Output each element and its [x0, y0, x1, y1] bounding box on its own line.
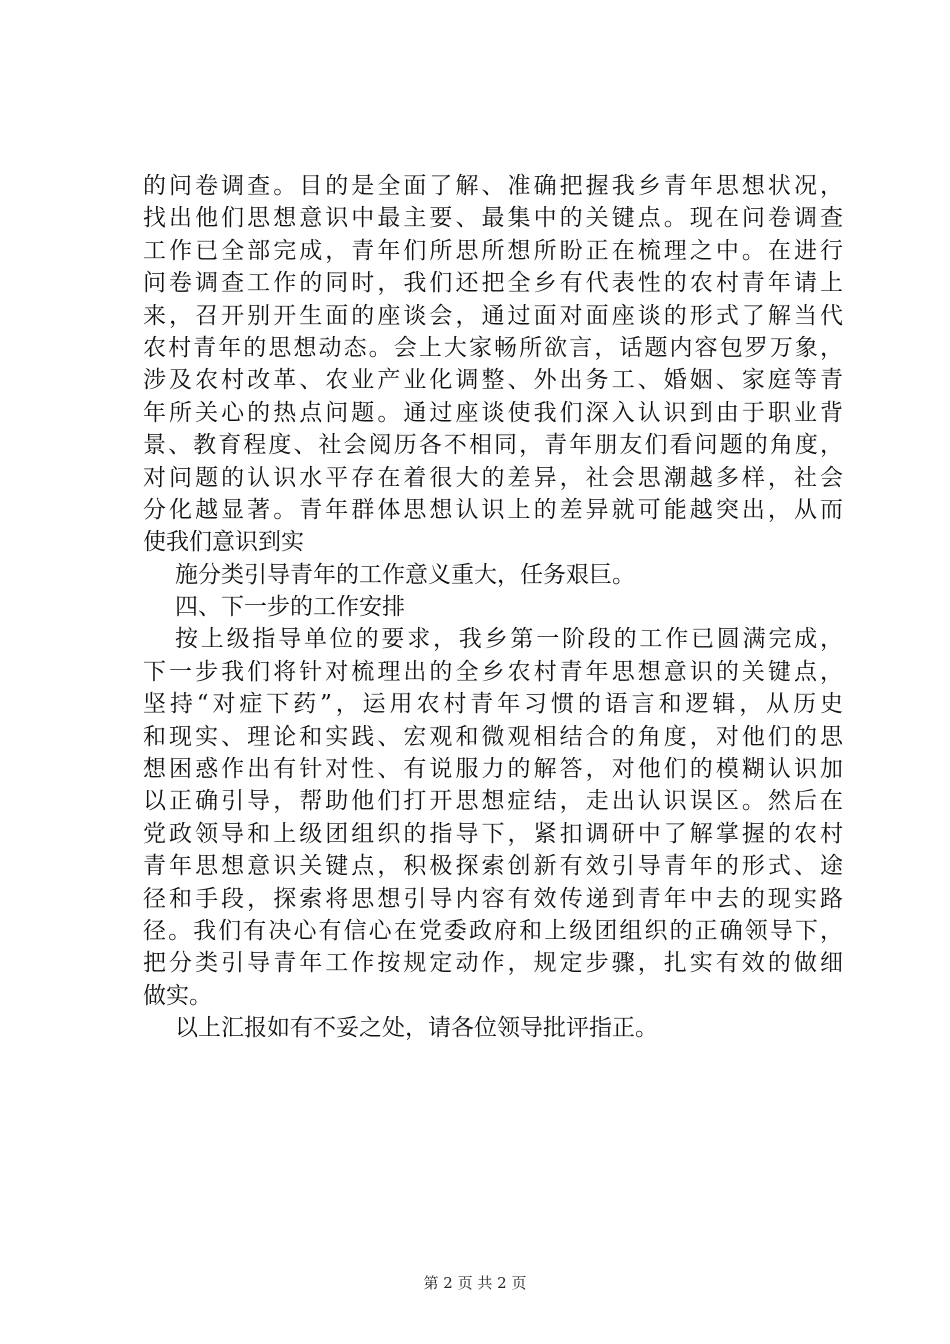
text-line: 找出他们思想意识中最主要、最集中的关键点。现在问卷调查 — [143, 205, 843, 232]
text-line: 下一步我们将针对梳理出的全乡农村青年思想意识的关键点， — [143, 658, 843, 685]
text-line: 坚持“对症下药”，运用农村青年习惯的语言和逻辑，从历史 — [143, 691, 843, 718]
text-line: 使我们意识到实 — [143, 529, 304, 556]
text-line: 景、教育程度、社会阅历各不相同，青年朋友们看问题的角度， — [143, 432, 843, 459]
text-line: 和现实、理论和实践、宏观和微观相结合的角度，对他们的思 — [143, 723, 843, 750]
text-line: 四、下一步的工作安排 — [175, 594, 405, 621]
text-line: 以上汇报如有不妥之处，请各位领导批评指正。 — [175, 1015, 658, 1042]
text-line: 来，召开别开生面的座谈会，通过面对面座谈的形式了解当代 — [143, 302, 843, 329]
text-line: 问卷调查工作的同时，我们还把全乡有代表性的农村青年请上 — [143, 270, 843, 297]
text-line: 以正确引导，帮助他们打开思想症结，走出认识误区。然后在 — [143, 788, 843, 815]
text-line: 把分类引导青年工作按规定动作，规定步骤，扎实有效的做细 — [143, 950, 843, 977]
document-body — [143, 170, 843, 1045]
text-line: 径。我们有决心有信心在党委政府和上级团组织的正确领导下， — [143, 917, 843, 944]
text-line: 涉及农村改革、农业产业化调整、外出务工、婚姻、家庭等青 — [143, 367, 843, 394]
text-line: 对问题的认识水平存在着很大的差异，社会思潮越多样，社会 — [143, 464, 843, 491]
text-line: 做实。 — [143, 982, 212, 1009]
text-line: 工作已全部完成，青年们所思所想所盼正在梳理之中。在进行 — [143, 237, 843, 264]
text-line: 党政领导和上级团组织的指导下，紧扣调研中了解掌握的农村 — [143, 820, 843, 847]
text-line: 青年思想意识关键点，积极探索创新有效引导青年的形式、途 — [143, 853, 843, 880]
text-line: 想困惑作出有针对性、有说服力的解答，对他们的模糊认识加 — [143, 756, 843, 783]
text-line: 按上级指导单位的要求，我乡第一阶段的工作已圆满完成， — [175, 626, 843, 653]
text-line: 的问卷调查。目的是全面了解、准确把握我乡青年思想状况， — [143, 173, 843, 199]
text-line: 施分类引导青年的工作意义重大，任务艰巨。 — [175, 561, 635, 588]
text-line: 年所关心的热点问题。通过座谈使我们深入认识到由于职业背 — [143, 399, 843, 426]
text-line: 分化越显著。青年群体思想认识上的差异就可能越突出，从而 — [143, 496, 843, 523]
page-footer: 第 2 页 共 2 页 — [423, 1274, 527, 1292]
text-line: 农村青年的思想动态。会上大家畅所欲言，话题内容包罗万象， — [143, 334, 843, 361]
text-line: 径和手段，探索将思想引导内容有效传递到青年中去的现实路 — [143, 885, 843, 912]
